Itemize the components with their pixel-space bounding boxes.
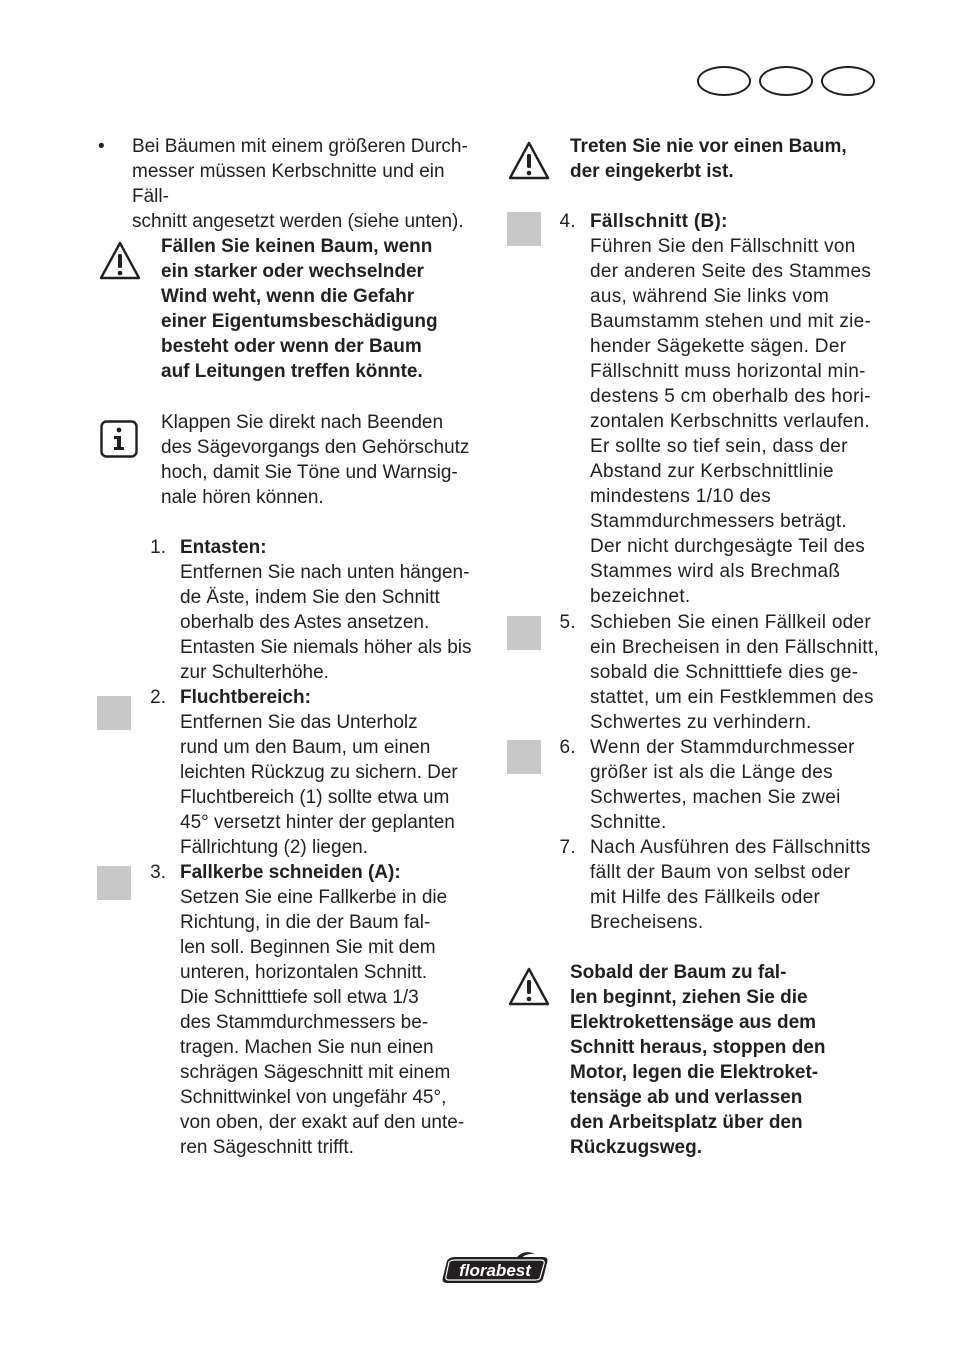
text-line: Führen Sie den Fällschnitt von <box>590 236 856 257</box>
text-line: aus, während Sie links vom <box>590 286 830 307</box>
text-line: tragen. Machen Sie nun einen <box>180 1037 434 1058</box>
text-line: bezeichnet. <box>590 586 691 607</box>
text-line: mindestens 1/10 des <box>590 486 772 507</box>
text-line: Brecheisens. <box>590 912 704 933</box>
language-oval <box>821 66 875 96</box>
text-line: von oben, der exakt auf den unte- <box>180 1112 465 1133</box>
text-line: oberhalb des Astes ansetzen. <box>180 612 430 633</box>
text-line: nale hören können. <box>161 487 324 508</box>
text-line: Schwertes, machen Sie zwei <box>590 787 841 808</box>
text-line: ren Sägeschnitt trifft. <box>180 1137 354 1158</box>
text-line: mit Hilfe des Fällkeils oder <box>590 887 821 908</box>
warning-text-notched-tree <box>570 134 900 184</box>
text-line: zontalen Kerbschnitts verlaufen. <box>590 411 870 432</box>
step-fluchtbereich <box>180 685 490 860</box>
text-line: messer müssen Kerbschnitte und ein Fäll- <box>132 161 445 207</box>
text-line: Fällschnitt muss horizontal min- <box>590 361 866 382</box>
step-tree-falls <box>590 835 900 935</box>
text-line: len beginnt, ziehen Sie die <box>570 987 808 1008</box>
text-line: Schnitt heraus, stoppen den <box>570 1037 826 1058</box>
step-number: 7. <box>559 837 576 858</box>
text-line: tensäge ab und verlassen <box>570 1087 803 1108</box>
text-line: Elektrokettensäge aus dem <box>570 1012 817 1033</box>
text-line: destens 5 cm oberhalb des hori- <box>590 386 871 407</box>
step-entasten <box>180 535 490 685</box>
step-number: 5. <box>559 612 576 633</box>
text-line: ein Brecheisen in den Fällschnitt, <box>590 637 880 658</box>
text-line: Fällen Sie keinen Baum, wenn <box>161 236 433 257</box>
text-line: der eingekerbt ist. <box>570 161 734 182</box>
language-ovals <box>697 66 875 96</box>
text-line: auf Leitungen treffen könnte. <box>161 361 423 382</box>
text-line: des Sägevorgangs den Gehörschutz <box>161 437 470 458</box>
step-number: 2. <box>150 687 166 708</box>
info-text-hearing <box>161 410 491 510</box>
text-line: Klappen Sie direkt nach Beenden <box>161 412 444 433</box>
step-number: 6. <box>559 737 576 758</box>
text-line: Entfernen Sie das Unterholz <box>180 712 418 733</box>
text-line: des Stammdurchmessers be- <box>180 1012 429 1033</box>
step-number: 3. <box>150 862 166 883</box>
step-fallkerbe <box>180 860 490 1160</box>
text-line: Setzen Sie eine Fallkerbe in die <box>180 887 448 908</box>
step-faellschnitt <box>590 209 900 609</box>
text-line: hender Sägekette sägen. Der <box>590 336 847 357</box>
logo-text: florabest <box>459 1261 531 1280</box>
bullet-mark: • <box>98 136 105 157</box>
text-line: Baumstamm stehen und mit zie- <box>590 311 872 332</box>
warning-icon <box>98 240 142 282</box>
text-line: schnitt angesetzt werden (siehe unten). <box>132 211 464 232</box>
text-line: Stammdurchmessers beträgt. <box>590 511 847 532</box>
warning-icon <box>507 966 551 1008</box>
text-line: Entfernen Sie nach unten hängen- <box>180 562 470 583</box>
step-number: 4. <box>559 211 576 232</box>
text-line: leichten Rückzug zu sichern. Der <box>180 762 458 783</box>
figure-marker <box>97 696 131 730</box>
text-line: de Äste, indem Sie den Schnitt <box>180 587 440 608</box>
bullet-text <box>132 134 482 234</box>
figure-marker <box>507 616 541 650</box>
text-line: Wenn der Stammdurchmesser <box>590 737 855 758</box>
text-line: Richtung, in die der Baum fal- <box>180 912 431 933</box>
info-icon <box>100 420 138 458</box>
text-line: Motor, legen die Elektroket- <box>570 1062 819 1083</box>
text-line: Schwertes zu verhindern. <box>590 712 812 733</box>
text-line: Sobald der Baum zu fal- <box>570 962 787 983</box>
language-oval <box>759 66 813 96</box>
step-title: Fallkerbe schneiden (A): <box>180 862 401 883</box>
text-line: ein starker oder wechselnder <box>161 261 424 282</box>
florabest-logo <box>439 1251 551 1287</box>
step-title: Entasten: <box>180 537 267 558</box>
step-two-cuts <box>590 735 900 835</box>
text-line: stattet, um ein Festklemmen des <box>590 687 874 708</box>
text-line: Stammes wird als Brechmaß <box>590 561 841 582</box>
text-line: größer ist als die Länge des <box>590 762 833 783</box>
text-line: Wind weht, wenn die Gefahr <box>161 286 415 307</box>
text-line: Schieben Sie einen Fällkeil oder <box>590 612 872 633</box>
text-line: den Arbeitsplatz über den <box>570 1112 803 1133</box>
text-line: Der nicht durchgesägte Teil des <box>590 536 866 557</box>
text-line: unteren, horizontalen Schnitt. <box>180 962 428 983</box>
step-title: Fällschnitt (B): <box>590 211 728 232</box>
figure-marker <box>97 866 131 900</box>
warning-text-wind <box>161 234 491 384</box>
text-line: besteht oder wenn der Baum <box>161 336 422 357</box>
language-oval <box>697 66 751 96</box>
text-line: der anderen Seite des Stammes <box>590 261 872 282</box>
figure-marker <box>507 212 541 246</box>
text-line: fällt der Baum von selbst oder <box>590 862 851 883</box>
text-line: Nach Ausführen des Fällschnitts <box>590 837 871 858</box>
text-line: rund um den Baum, um einen <box>180 737 431 758</box>
text-line: schrägen Sägeschnitt mit einem <box>180 1062 451 1083</box>
text-line: Entasten Sie niemals höher als bis <box>180 637 472 658</box>
step-title: Fluchtbereich: <box>180 687 311 708</box>
text-line: Fällrichtung (2) liegen. <box>180 837 368 858</box>
text-line: Die Schnitttiefe soll etwa 1/3 <box>180 987 419 1008</box>
text-line: Schnitte. <box>590 812 667 833</box>
warning-text-retreat <box>570 960 900 1160</box>
text-line: Rückzugsweg. <box>570 1137 702 1158</box>
text-line: Er sollte so tief sein, dass der <box>590 436 848 457</box>
text-line: Bei Bäumen mit einem größeren Durch- <box>132 136 468 157</box>
figure-marker <box>507 740 541 774</box>
text-line: Fluchtbereich (1) sollte etwa um <box>180 787 450 808</box>
text-line: 45° versetzt hinter der geplanten <box>180 812 455 833</box>
text-line: hoch, damit Sie Töne und Warnsig- <box>161 462 458 483</box>
step-faellkeil <box>590 610 900 735</box>
text-line: einer Eigentumsbeschädigung <box>161 311 438 332</box>
text-line: Abstand zur Kerbschnittlinie <box>590 461 834 482</box>
text-line: sobald die Schnitttiefe dies ge- <box>590 662 859 683</box>
text-line: len soll. Beginnen Sie mit dem <box>180 937 436 958</box>
step-number: 1. <box>150 537 166 558</box>
warning-icon <box>507 140 551 182</box>
text-line: Schnittwinkel von ungefähr 45°, <box>180 1087 447 1108</box>
text-line: zur Schulterhöhe. <box>180 662 329 683</box>
text-line: Treten Sie nie vor einen Baum, <box>570 136 847 157</box>
